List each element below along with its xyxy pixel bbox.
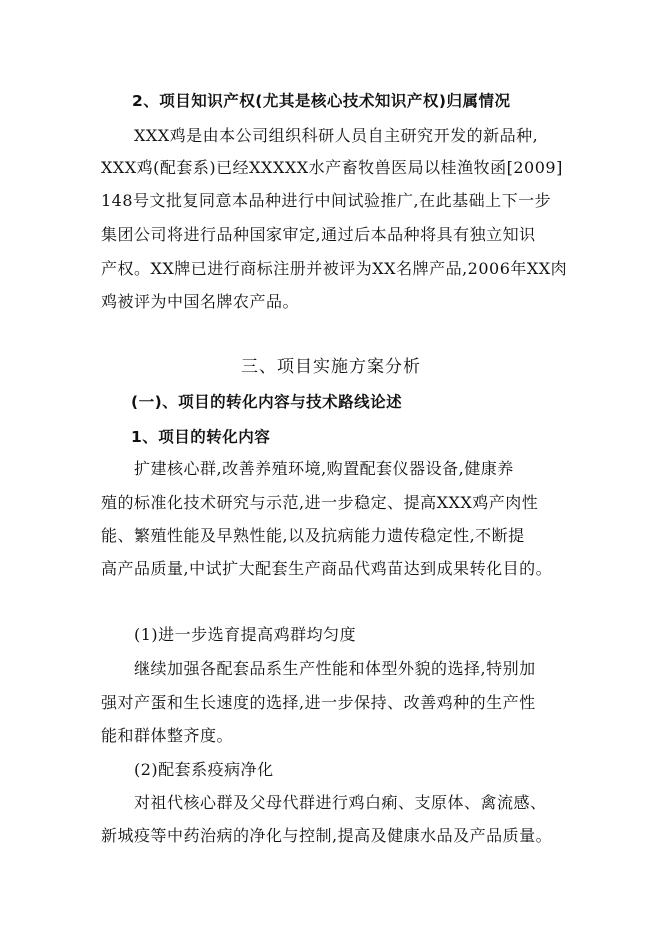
sub2-paragraph-line: 对祖代核心群及父母代群进行鸡白痢、支原体、禽流感、 [134, 793, 547, 812]
item1-paragraph-line: 殖的标准化技术研究与示范,进一步稳定、提高XXX鸡产肉性 [101, 493, 539, 512]
item1-heading: 1、项目的转化内容 [131, 428, 271, 446]
item1-paragraph-line: 扩建核心群,改善养殖环境,购置配套仪器设备,健康养 [134, 459, 514, 478]
sub2-heading: (2)配套系疫病净化 [134, 760, 274, 779]
item1-paragraph-line: 高产品质量,中试扩大配套生产商品代鸡苗达到成果转化目的。 [101, 559, 553, 578]
sub1-paragraph-line: 强对产蛋和生长速度的选择,进一步保持、改善鸡种的生产性 [101, 693, 536, 712]
ip-paragraph-line: XXX鸡是由本公司组织科研人员自主研究开发的新品种, [134, 126, 539, 145]
sub1-paragraph-line: 能和群体整齐度。 [101, 726, 234, 745]
item1-paragraph-line: 能、繁殖性能及早熟性能,以及抗病能力遗传稳定性,不断提 [101, 526, 525, 545]
ip-paragraph-line: 148号文批复同意本品种进行中间试验推广,在此基础上下一步 [101, 191, 552, 210]
ip-section-heading: 2、项目知识产权(尤其是核心技术知识产权)归属情况 [132, 92, 511, 110]
ip-paragraph-line: 集团公司将进行品种国家审定,通过后本品种将具有独立知识 [101, 225, 536, 244]
sub2-paragraph-line: 新城疫等中药治病的净化与控制,提高及健康水品及产品质量。 [101, 826, 553, 845]
subsection1-heading: (一)、项目的转化内容与技术路线论述 [131, 393, 403, 411]
ip-paragraph-line: 鸡被评为中国名牌农产品。 [101, 292, 300, 311]
sub1-heading: (1)进一步选育提高鸡群均匀度 [134, 625, 357, 644]
ip-paragraph-line: 产权。XX牌已进行商标注册并被评为XX名牌产品,2006年XX肉 [101, 259, 568, 278]
sub1-paragraph-line: 继续加强各配套品系生产性能和体型外貌的选择,特别加 [134, 659, 536, 678]
section3-title: 三、项目实施方案分析 [241, 357, 421, 377]
ip-paragraph-line: XXX鸡(配套系)已经XXXXX水产畜牧兽医局以桂渔牧函[2009] [101, 158, 563, 177]
